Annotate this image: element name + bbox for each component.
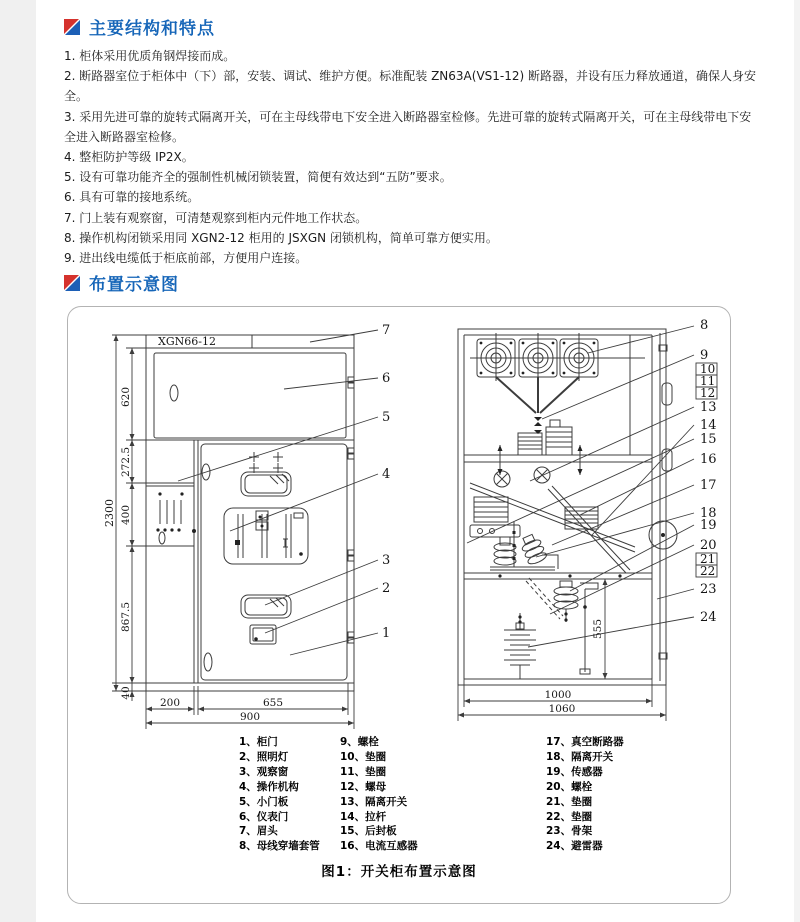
callout-19: 19	[700, 518, 717, 533]
callout-24: 24	[700, 610, 717, 625]
dim-867-5: 867.5	[120, 601, 132, 633]
callout-6: 6	[382, 371, 391, 386]
legend-item: 3、观察窗	[239, 765, 289, 778]
legend-item: 10、垫圈	[340, 750, 387, 763]
legend-item: 16、电流互感器	[340, 840, 418, 853]
callout-15: 15	[700, 432, 717, 447]
legend-item: 6、仪表门	[239, 810, 289, 823]
dim-400: 400	[120, 504, 132, 526]
legend-item: 15、后封板	[340, 825, 397, 838]
cabinet-front-outline	[146, 335, 354, 691]
callout-1: 1	[382, 626, 391, 641]
legend-column-3	[546, 735, 624, 854]
legend-item: 22、垫圈	[546, 810, 593, 823]
feature-item: 7. 门上装有观察窗，可清楚观察到柜内元件地工作状态。	[64, 210, 368, 225]
legend-item: 13、隔离开关	[340, 795, 408, 808]
callout-4: 4	[382, 467, 391, 482]
legend-item: 21、垫圈	[546, 795, 593, 808]
callout-2: 2	[382, 581, 391, 596]
section-features-title: 主要结构和特点	[89, 19, 215, 39]
side-view-drawing	[430, 317, 730, 747]
legend-item: 24、避雷器	[546, 840, 603, 853]
callout-3: 3	[382, 553, 391, 568]
front-view-dimension-lines	[112, 335, 354, 729]
figure-panel	[67, 306, 731, 904]
document-page	[64, 0, 756, 922]
callout-11: 11	[700, 374, 716, 388]
dim-555: 555	[592, 618, 604, 640]
page-left-margin	[0, 0, 36, 922]
legend-item: 19、传感器	[546, 765, 603, 778]
section-layout-header	[64, 270, 179, 295]
page-right-margin	[794, 0, 800, 922]
legend-item: 4、操作机构	[239, 780, 299, 793]
model-label: XGN66-12	[158, 335, 216, 348]
legend-item: 7、眉头	[239, 825, 278, 838]
callout-9: 9	[700, 348, 709, 363]
feature-item: 9. 进出线电缆低于柜底前部，方便用户连接。	[64, 251, 308, 266]
legend-item: 12、螺母	[340, 780, 387, 793]
legend-item: 9、螺栓	[340, 736, 379, 748]
legend-column-2	[340, 735, 418, 854]
dim-655: 655	[262, 697, 284, 709]
feature-item: 1. 柜体采用优质角钢焊接而成。	[64, 49, 236, 63]
callout-17: 17	[700, 478, 717, 493]
legend-item: 23、骨架	[546, 825, 593, 838]
feature-item: 3. 采用先进可靠的旋转式隔离开关，可在主母线带电下安全进入断路器室检修。先进可靠的旋转式隔离开关，可在主母线带电下安全进入断路器室检修。	[64, 109, 752, 144]
callout-13: 13	[700, 400, 717, 415]
callout-12: 12	[700, 386, 716, 400]
callout-22: 22	[700, 564, 716, 578]
callout-14: 14	[700, 418, 717, 433]
cabinet-side-outline	[458, 329, 677, 685]
feature-list	[64, 46, 756, 268]
legend-item: 18、隔离开关	[546, 750, 614, 763]
legend-item: 8、母线穿墙套管	[239, 840, 320, 853]
dim-620: 620	[120, 386, 132, 408]
feature-item: 5. 设有可靠功能齐全的强制性机械闭锁装置，简便有效达到“五防”要求。	[64, 170, 452, 185]
callout-10: 10	[700, 362, 716, 376]
feature-item: 6. 具有可靠的接地系统。	[64, 190, 200, 205]
callout-21: 21	[700, 552, 716, 566]
dim-1000: 1000	[544, 689, 572, 701]
callout-18: 18	[700, 506, 717, 521]
section-features-header	[64, 14, 215, 39]
section-layout-title: 布置示意图	[89, 275, 179, 295]
legend-item: 11、垫圈	[340, 765, 387, 778]
callout-5: 5	[382, 410, 391, 425]
dim-1060: 1060	[548, 703, 576, 715]
feature-item: 2. 断路器室位于柜体中（下）部，安装、调试、维护方便。标准配装 ZN63A(VS1-12) 断路器，并设有压力释放通道，确保人身安全。	[64, 69, 756, 104]
legend-column-1	[239, 735, 320, 854]
callout-23: 23	[700, 582, 717, 597]
legend-item: 14、拉杆	[340, 810, 387, 823]
legend-item: 20、螺栓	[546, 780, 593, 793]
callout-20: 20	[700, 538, 717, 553]
callout-7: 7	[382, 323, 391, 338]
callout-8: 8	[700, 318, 709, 333]
feature-item: 8. 操作机构闭锁采用同 XGN2-12 柜用的 JSXGN 闭锁机构，简单可靠方便实用。	[64, 230, 498, 245]
front-view-drawing	[102, 317, 402, 747]
dim-40: 40	[120, 686, 132, 700]
legend-item: 5、小门板	[239, 795, 289, 808]
front-view-dimension-arrows	[114, 335, 355, 726]
dim-900: 900	[239, 711, 261, 723]
dim-200: 200	[159, 697, 181, 709]
section-marker-icon	[64, 275, 80, 291]
dim-2300: 2300	[103, 499, 116, 527]
section-marker-icon	[64, 19, 80, 35]
front-view-fastener-dots	[156, 492, 302, 640]
legend-item: 17、真空断路器	[546, 736, 624, 748]
legend-item: 1、柜门	[239, 736, 278, 748]
figure-caption: 图1：开关柜布置示意图	[321, 864, 477, 880]
feature-item: 4. 整柜防护等级 IP2X。	[64, 150, 194, 165]
callout-16: 16	[700, 452, 717, 467]
dim-272-5: 272.5	[120, 446, 132, 478]
legend-item: 2、照明灯	[239, 750, 289, 763]
